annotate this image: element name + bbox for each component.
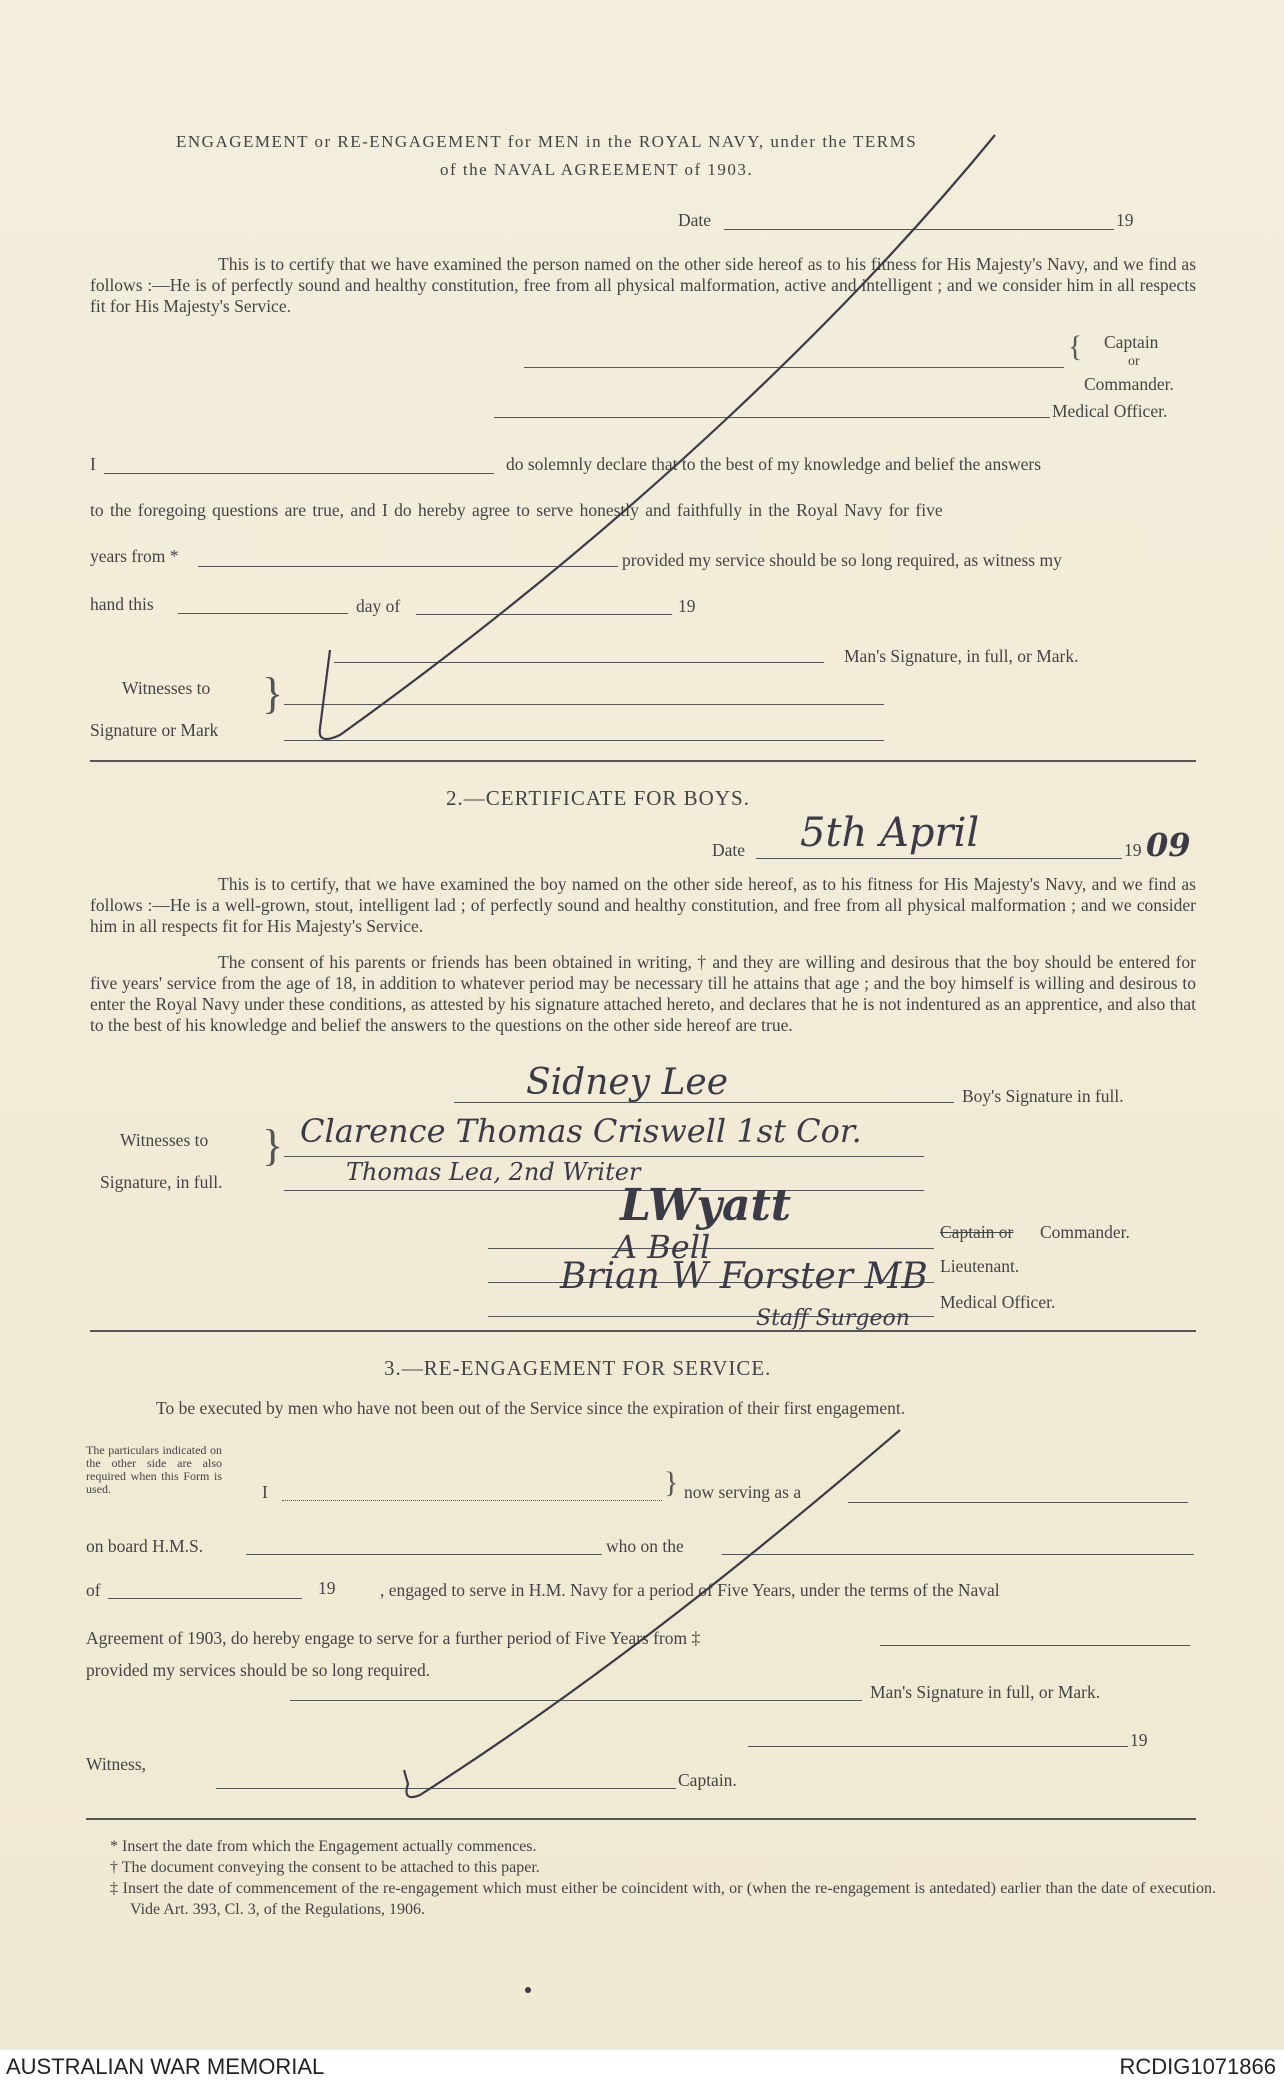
archive-footer xyxy=(0,2050,1284,2082)
reengagement-year-b: 19 xyxy=(1130,1730,1148,1750)
reengagement-heading: 3.—RE-ENGAGEMENT FOR SERVICE. xyxy=(384,1356,772,1380)
boys-witnesses-brace: } xyxy=(262,1121,284,1170)
declare-i: I xyxy=(90,454,96,474)
footnote-2: † The document conveying the consent to be attached to this paper. xyxy=(110,1859,540,1876)
medical-officer-rank: Staff Surgeon xyxy=(756,1306,910,1331)
declare-text2: to the foregoing questions are true, and I do hereby agree to serve honestly and faithfully in the Royal Navy for five xyxy=(90,500,943,520)
engagement-date-label: Date xyxy=(678,210,712,230)
engagement-title-line2: of the NAVAL AGREEMENT of 1903. xyxy=(440,160,754,179)
boys-witness2-signature: Thomas Lea, 2nd Writer xyxy=(346,1158,641,1186)
mans-signature-label: Man's Signature, in full, or Mark. xyxy=(844,646,1079,666)
boy-signature-value: Sidney Lee xyxy=(526,1062,729,1103)
or-label: or xyxy=(1128,354,1140,369)
boys-heading: 2.—CERTIFICATE FOR BOYS. xyxy=(446,786,750,810)
engagement-date-year: 19 xyxy=(1116,210,1134,230)
medical-officer-label: Medical Officer. xyxy=(1052,401,1168,421)
on-board-label: on board H.M.S. xyxy=(86,1536,204,1556)
declare-text1: do solemnly declare that to the best of my knowledge and belief the answers xyxy=(506,454,1042,474)
engaged-text: , engaged to serve in H.M. Navy for a period of Five Years, under the terms of the Naval xyxy=(380,1580,1000,1600)
who-on-the-label: who on the xyxy=(606,1536,684,1556)
lieutenant-label: Lieutenant. xyxy=(940,1256,1020,1276)
boys-commander-label: Commander. xyxy=(1040,1222,1130,1242)
engagement-certify-text: This is to certify that we have examined the person named on the other side hereof as to his fitness for His Majesty's Navy, and we find as follows :—He is of perfectly sound and healthy constitution, free from all physical malformation, active and intelligent ; and we consider him in all respects fit for His Majesty's Service. xyxy=(90,254,1196,316)
commander-label: Commander. xyxy=(1084,374,1174,394)
boys-witnesses-to-label: Witnesses to xyxy=(120,1130,209,1150)
cancel-stroke-section-3 xyxy=(404,1430,900,1797)
boys-medical-officer-label: Medical Officer. xyxy=(940,1292,1056,1312)
boys-date-label: Date xyxy=(712,840,746,860)
ink-dot xyxy=(525,1987,531,1993)
medical-officer-signature: Brian W Forster MB xyxy=(560,1256,928,1297)
commander-signature: LWyatt xyxy=(620,1180,792,1231)
engagement-title-line1: ENGAGEMENT or RE-ENGAGEMENT for MEN in the ROYAL NAVY, under the TERMS xyxy=(176,132,918,151)
signature-or-mark-label: Signature or Mark xyxy=(90,720,219,740)
boy-signature-label: Boy's Signature in full. xyxy=(962,1086,1124,1106)
reengagement-i: I xyxy=(262,1482,268,1502)
witness-label: Witness, xyxy=(86,1754,147,1774)
footnote-1: * Insert the date from which the Engagement actually commences. xyxy=(110,1838,537,1855)
reengagement-brace: } xyxy=(664,1466,679,1499)
lieutenant-signature: A Bell xyxy=(614,1228,711,1266)
footnote-3: ‡ Insert the date of commencement of the re-engagement which must either be coincident with, or (when the re-engagement is antedated) earlier than the date of execution. Vide Art. 393, Cl. 3, of the Regulations, 1906. xyxy=(110,1880,1216,1918)
boys-date-value: 5th April xyxy=(800,810,980,856)
archive-id: RCDIG1071866 xyxy=(1119,2054,1276,2079)
witnesses-to-label: Witnesses to xyxy=(122,678,211,698)
reengagement-side-note: The particulars indicated on the other side are also required when this Form is used. xyxy=(86,1443,222,1496)
hand-this-label: hand this xyxy=(90,594,154,614)
boys-witness1-signature: Clarence Thomas Criswell 1st Cor. xyxy=(300,1112,862,1150)
now-serving-label: now serving as a xyxy=(684,1482,802,1502)
boys-signature-in-full-label: Signature, in full. xyxy=(100,1172,223,1192)
captain-struck-label: Captain or xyxy=(940,1222,1014,1242)
boys-para1: This is to certify, that we have examined the boy named on the other side hereof, as to his fitness for His Majesty's Navy, and we find as follows :—He is a well-grown, stout, intelligent lad ; of perfectly sound and healthy constitution, and free from all physical malformation ; and we consider him in all respects fit for His Majesty's Service. xyxy=(90,874,1196,936)
provided-text: provided my service should be so long required, as witness my xyxy=(622,550,1062,570)
boys-year-prefix: 19 xyxy=(1124,840,1142,860)
hand-year-label: 19 xyxy=(678,596,696,616)
reengagement-of-label: of xyxy=(86,1580,101,1600)
archive-source: AUSTRALIAN WAR MEMORIAL xyxy=(6,2054,325,2079)
captain-label: Captain xyxy=(1104,332,1159,352)
reengagement-intro: To be executed by men who have not been out of the Service since the expiration of their first engagement. xyxy=(156,1398,906,1418)
reengagement-provided-text: provided my services should be so long required. xyxy=(86,1660,431,1680)
reengagement-year: 19 xyxy=(318,1578,336,1598)
reengagement-signature-label: Man's Signature in full, or Mark. xyxy=(870,1682,1101,1702)
agreement-text: Agreement of 1903, do hereby engage to serve for a further period of Five Years from ‡ xyxy=(86,1628,701,1648)
captain-brace: { xyxy=(1068,330,1083,363)
cancel-stroke-section-1 xyxy=(320,135,995,739)
witnesses-brace: } xyxy=(262,669,284,718)
boys-year-value: 09 xyxy=(1146,826,1191,864)
reengagement-captain-label: Captain. xyxy=(678,1770,737,1790)
years-from-label: years from * xyxy=(90,546,179,566)
boys-para2: The consent of his parents or friends has been obtained in writing, † and they are willing and desirous that the boy should be entered for five years' service from the age of 18, in addition to whatever period may be necessary till he attains that age ; and the boy himself is willing and desirous to enter the Royal Navy under these conditions, as attested by his signature attached hereto, and declares that he is not indentured as an apprentice, and also that to the best of his knowledge and belief the answers to the questions on the other side hereof are true. xyxy=(90,952,1196,1035)
day-of-label: day of xyxy=(356,596,401,616)
